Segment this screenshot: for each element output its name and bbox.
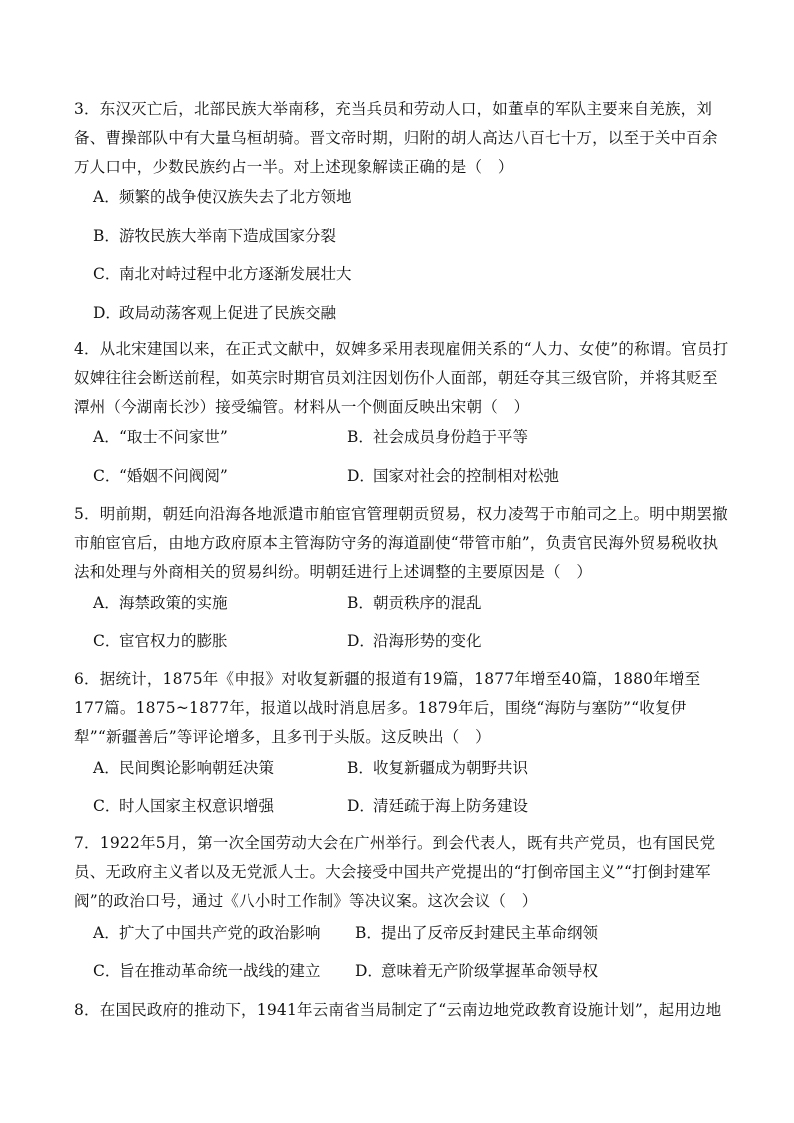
option-key: D．	[347, 632, 375, 650]
option-key: A．	[93, 188, 120, 206]
question-7-option-b[interactable]	[355, 922, 598, 944]
option-text: 提出了反帝反封建民主革命纲领	[381, 924, 599, 942]
option-text: 时人国家主权意识增强	[119, 797, 275, 815]
option-text: 沿海形势的变化	[373, 632, 482, 650]
option-text: 政局动荡客观上促进了民族交融	[119, 304, 337, 322]
option-text: 南北对峙过程中北方逐渐发展壮大	[119, 265, 352, 283]
question-4-option-b[interactable]	[347, 426, 528, 448]
option-text: 海禁政策的实施	[119, 594, 228, 612]
question-7-option-c[interactable]	[93, 960, 321, 982]
option-text: 游牧民族大举南下造成国家分裂	[119, 227, 337, 245]
option-key: B．	[347, 428, 374, 446]
question-6-option-a[interactable]	[93, 757, 274, 779]
question-6-option-d[interactable]	[347, 795, 528, 817]
option-text: 民间舆论影响朝廷决策	[119, 759, 275, 777]
question-7-option-a[interactable]	[93, 922, 321, 944]
question-4-option-a[interactable]	[93, 426, 228, 448]
option-key: B．	[93, 227, 120, 245]
option-text: 收复新疆成为朝野共识	[373, 759, 529, 777]
option-text: 社会成员身份趋于平等	[373, 428, 529, 446]
option-text: “婚姻不问阀阅”	[119, 467, 228, 485]
option-text: 宦官权力的膨胀	[119, 632, 228, 650]
option-key: C．	[93, 265, 121, 283]
option-key: D．	[347, 467, 375, 485]
option-key: B．	[347, 594, 374, 612]
option-key: A．	[93, 924, 120, 942]
question-4-option-d[interactable]	[347, 465, 559, 487]
option-key: D．	[355, 962, 383, 980]
option-key: D．	[93, 304, 121, 322]
question-3-option-d[interactable]	[93, 302, 336, 324]
question-3-stem: 3．东汉灭亡后，北部民族大举南移，充当兵员和劳动人口，如董卓的军队主要来自羌族，刘备、曹操部队中有大量乌桓胡骑。晋文帝时期，归附的胡人高达八百七十万，以至于关中百余万人口中，少数民族约占一半。对上述现象解读正确的是（ ）	[74, 100, 718, 176]
question-3-option-b[interactable]	[93, 225, 336, 247]
option-text: 旨在推动革命统一战线的建立	[119, 962, 321, 980]
option-key: C．	[93, 797, 121, 815]
option-text: 朝贡秩序的混乱	[373, 594, 482, 612]
option-key: B．	[355, 924, 382, 942]
option-text: “取士不问家世”	[119, 428, 228, 446]
option-text: 清廷疏于海上防务建设	[373, 797, 529, 815]
question-6-stem: 6．据统计，1875年《申报》对收复新疆的报道有19篇，1877年增至40篇，1880年增至177篇。1875~1877年，报道以战时消息居多。1879年后，围绕“海防与塞防”“收复伊犁”“新疆善后”等评论增多，且多刊于头版。这反映出（ ）	[74, 670, 701, 746]
option-text: 国家对社会的控制相对松弛	[373, 467, 560, 485]
option-key: C．	[93, 467, 121, 485]
question-5-stem: 5．明前期，朝廷向沿海各地派遣市舶宦官管理朝贡贸易，权力凌驾于市舶司之上。明中期罢撤市舶宦官后，由地方政府原本主管海防守务的海道副使“带管市舶”，负责官民海外贸易税收执法和处理与外商相关的贸易纠纷。明朝廷进行上述调整的主要原因是（ ）	[74, 505, 728, 581]
question-3-option-a[interactable]	[93, 186, 352, 208]
question-3-option-c[interactable]	[93, 263, 352, 285]
question-7-option-d[interactable]	[355, 960, 598, 982]
question-4-stem: 4．从北宋建国以来，在正式文献中，奴婢多采用表现雇佣关系的“人力、女使”的称谓。官员打奴婢往往会断送前程，如英宗时期官员刘注因划伤仆人面部，朝廷夺其三级官阶，并将其贬至潭州（今湖南长沙）接受编管。材料从一个侧面反映出宋朝（ ）	[74, 340, 729, 416]
question-8-stem: 8．在国民政府的推动下，1941年云南省当局制定了“云南边地党政教育设施计划”，起用边地	[74, 1001, 722, 1019]
option-key: B．	[347, 759, 374, 777]
option-key: C．	[93, 632, 121, 650]
question-6-option-c[interactable]	[93, 795, 274, 817]
option-text: 扩大了中国共产党的政治影响	[119, 924, 321, 942]
option-key: A．	[93, 428, 120, 446]
option-text: 频繁的战争使汉族失去了北方领地	[119, 188, 352, 206]
question-7-stem: 7．1922年5月，第一次全国劳动大会在广州举行。到会代表人，既有共产党员，也有国民党员、无政府主义者以及无党派人士。大会接受中国共产党提出的“打倒帝国主义”“打倒封建军阀”的政治口号，通过《八小时工作制》等决议案。这次会议（ ）	[74, 834, 716, 910]
question-5-option-c[interactable]	[93, 630, 228, 652]
question-5-option-d[interactable]	[347, 630, 482, 652]
question-4-option-c[interactable]	[93, 465, 228, 487]
option-key: C．	[93, 962, 121, 980]
option-text: 意味着无产阶级掌握革命领导权	[381, 962, 599, 980]
option-key: D．	[347, 797, 375, 815]
question-5-option-b[interactable]	[347, 592, 482, 614]
question-6-option-b[interactable]	[347, 757, 528, 779]
question-5-option-a[interactable]	[93, 592, 228, 614]
option-key: A．	[93, 594, 120, 612]
option-key: A．	[93, 759, 120, 777]
